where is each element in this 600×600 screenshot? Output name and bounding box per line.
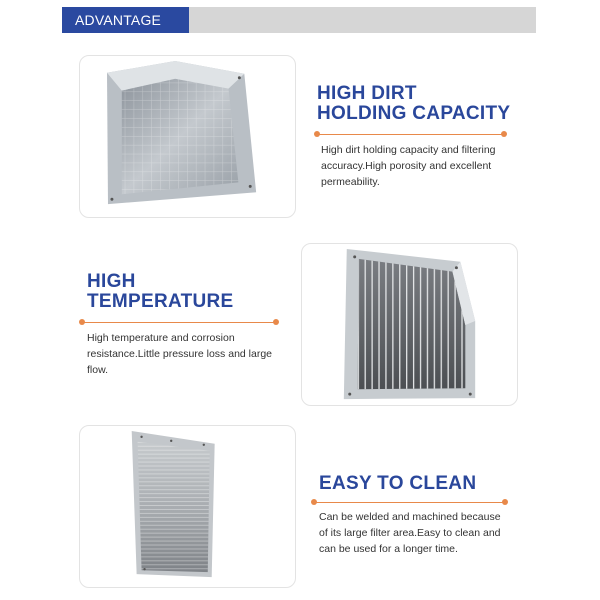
accent-divider [314, 130, 507, 138]
product-image-card-1 [79, 55, 296, 218]
filter-panel-vertical-bars-image [302, 244, 517, 405]
accent-divider [79, 318, 279, 326]
feature-title: HIGH DIRT HOLDING CAPACITY [317, 83, 511, 124]
filter-panel-grid-image [80, 56, 295, 217]
filter-panel-horizontal-slots-image [80, 426, 295, 587]
feature-title: HIGH TEMPERATURE [87, 271, 234, 312]
product-image-card-2 [301, 243, 518, 406]
product-image-card-3 [79, 425, 296, 588]
section-header-label: ADVANTAGE [62, 7, 189, 33]
feature-title: EASY TO CLEAN [319, 473, 477, 494]
feature-easy-to-clean [319, 474, 519, 557]
feature-high-temperature [87, 272, 287, 378]
accent-divider [311, 498, 508, 506]
feature-high-dirt-holding [317, 84, 517, 190]
feature-description: High temperature and corrosion resistance.Little pressure loss and large flow. [87, 332, 273, 376]
feature-description: Can be welded and machined because of its large filter area.Easy to clean and can be used for a longer time. [319, 511, 501, 555]
feature-description: High dirt holding capacity and filtering accuracy.High porosity and excellent permeability. [321, 144, 496, 188]
section-header-bar [62, 7, 536, 33]
